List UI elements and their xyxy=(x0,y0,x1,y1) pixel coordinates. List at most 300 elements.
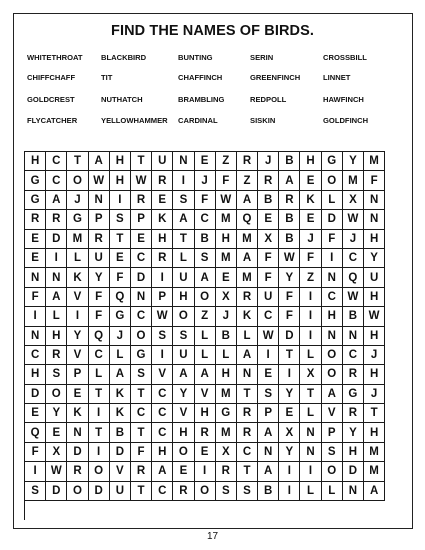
grid-cell: W xyxy=(131,171,152,190)
grid-cell: N xyxy=(237,365,258,384)
grid-cell: I xyxy=(300,462,321,481)
grid-cell: R xyxy=(89,230,110,249)
grid-cell: T xyxy=(131,152,152,171)
grid-cell: R xyxy=(173,482,194,501)
word-blackbird: BLACKBIRD xyxy=(101,53,147,62)
grid-cell: I xyxy=(322,249,343,268)
grid-cell: Y xyxy=(279,443,300,462)
grid-cell: V xyxy=(322,404,343,423)
grid-cell: A xyxy=(322,385,343,404)
grid-cell: P xyxy=(258,404,279,423)
grid-cell: N xyxy=(364,191,385,210)
grid-cell: E xyxy=(25,249,46,268)
grid-cell: T xyxy=(131,423,152,442)
letter-grid xyxy=(24,151,385,520)
word-chaffinch: CHAFFINCH xyxy=(178,73,223,82)
grid-cell: H xyxy=(364,327,385,346)
grid-cell: M xyxy=(216,385,237,404)
grid-cell: Y xyxy=(364,249,385,268)
word-greenfinch: GREENFINCH xyxy=(250,73,301,82)
grid-cell: R xyxy=(195,423,216,442)
grid-cell: A xyxy=(237,249,258,268)
grid-cell: I xyxy=(258,346,279,365)
grid-cell: L xyxy=(89,365,110,384)
grid-cell: A xyxy=(279,171,300,190)
grid-cell: F xyxy=(279,307,300,326)
grid-cell: U xyxy=(258,288,279,307)
grid-cell: J xyxy=(216,307,237,326)
grid-cell: O xyxy=(322,171,343,190)
grid-cell: F xyxy=(300,249,321,268)
grid-cell: I xyxy=(25,307,46,326)
grid-cell: O xyxy=(195,288,216,307)
grid-cell: C xyxy=(25,346,46,365)
grid-cell: R xyxy=(46,346,67,365)
grid-cell: Z xyxy=(300,268,321,287)
grid-cell: E xyxy=(46,423,67,442)
grid-cell: Y xyxy=(173,385,194,404)
grid-cell: N xyxy=(322,268,343,287)
grid-cell: L xyxy=(322,191,343,210)
grid-cell: K xyxy=(67,404,88,423)
grid-cell: L xyxy=(300,482,321,501)
grid-cell: R xyxy=(152,171,173,190)
grid-cell: O xyxy=(46,385,67,404)
grid-cell: U xyxy=(364,268,385,287)
grid-cell: A xyxy=(237,346,258,365)
grid-cell: K xyxy=(110,404,131,423)
grid-cell: I xyxy=(110,191,131,210)
grid-cell: I xyxy=(67,307,88,326)
grid-cell: C xyxy=(46,152,67,171)
grid-cell: F xyxy=(258,268,279,287)
grid-cell: I xyxy=(89,404,110,423)
grid-cell: O xyxy=(322,462,343,481)
grid-cell: C xyxy=(89,346,110,365)
grid-cell: E xyxy=(258,210,279,229)
grid-cell: L xyxy=(322,482,343,501)
grid-cell: Y xyxy=(343,152,364,171)
grid-cell: D xyxy=(343,462,364,481)
grid-cell: N xyxy=(46,268,67,287)
grid-cell: A xyxy=(46,191,67,210)
grid-cell: X xyxy=(343,191,364,210)
grid-cell: X xyxy=(46,443,67,462)
word-serin: SERIN xyxy=(250,53,274,62)
grid-cell: I xyxy=(300,327,321,346)
grid-cell: X xyxy=(258,230,279,249)
grid-cell: A xyxy=(46,288,67,307)
grid-cell: E xyxy=(173,462,194,481)
grid-cell: S xyxy=(25,482,46,501)
grid-cell: I xyxy=(279,462,300,481)
grid-cell: L xyxy=(195,346,216,365)
grid-cell: K xyxy=(300,191,321,210)
grid-cell: S xyxy=(237,482,258,501)
grid-cell: N xyxy=(300,443,321,462)
grid-cell: O xyxy=(67,171,88,190)
grid-cell: E xyxy=(195,443,216,462)
grid-cell: V xyxy=(173,404,194,423)
grid-cell: J xyxy=(67,191,88,210)
grid-cell: H xyxy=(364,230,385,249)
grid-cell: Q xyxy=(25,423,46,442)
grid-cell: H xyxy=(216,230,237,249)
grid-cell: W xyxy=(343,288,364,307)
grid-cell: H xyxy=(300,152,321,171)
grid-cell: D xyxy=(131,268,152,287)
grid-cell: T xyxy=(89,385,110,404)
grid-cell: S xyxy=(258,385,279,404)
grid-cell: W xyxy=(89,171,110,190)
grid-cell: S xyxy=(46,365,67,384)
grid-cell: D xyxy=(322,210,343,229)
grid-cell: L xyxy=(110,346,131,365)
grid-cell: D xyxy=(46,230,67,249)
page-number: 17 xyxy=(206,531,219,542)
grid-cell: L xyxy=(195,327,216,346)
grid-cell: M xyxy=(216,210,237,229)
grid-cell: O xyxy=(131,327,152,346)
grid-cell: H xyxy=(110,171,131,190)
grid-cell: C xyxy=(343,249,364,268)
grid-cell: Y xyxy=(46,404,67,423)
grid-cell: F xyxy=(279,288,300,307)
grid-cell: D xyxy=(89,482,110,501)
grid-cell: N xyxy=(89,191,110,210)
grid-cell: C xyxy=(131,249,152,268)
grid-cell: X xyxy=(216,443,237,462)
grid-cell: Y xyxy=(279,268,300,287)
grid-cell: B xyxy=(258,482,279,501)
grid-cell: C xyxy=(131,307,152,326)
grid-cell: U xyxy=(110,482,131,501)
grid-cell: R xyxy=(343,404,364,423)
grid-cell: H xyxy=(25,152,46,171)
grid-cell: E xyxy=(152,191,173,210)
grid-cell: S xyxy=(322,443,343,462)
grid-cell: R xyxy=(67,462,88,481)
grid-cell: O xyxy=(322,365,343,384)
grid-cell: Y xyxy=(279,385,300,404)
grid-cell: U xyxy=(89,249,110,268)
grid-cell: H xyxy=(322,307,343,326)
grid-cell: B xyxy=(195,230,216,249)
grid-cell: K xyxy=(110,385,131,404)
grid-cell: H xyxy=(152,443,173,462)
grid-cell: O xyxy=(322,346,343,365)
grid-cell: P xyxy=(131,210,152,229)
grid-cell: S xyxy=(195,249,216,268)
grid-cell: I xyxy=(300,288,321,307)
grid-cell: B xyxy=(279,152,300,171)
grid-cell: H xyxy=(364,365,385,384)
grid-cell: R xyxy=(279,191,300,210)
grid-cell: R xyxy=(237,288,258,307)
word-flycatcher: FLYCATCHER xyxy=(27,116,78,125)
grid-cell: D xyxy=(67,443,88,462)
grid-cell: N xyxy=(25,327,46,346)
grid-cell: F xyxy=(110,268,131,287)
grid-cell: K xyxy=(152,210,173,229)
grid-cell: P xyxy=(152,288,173,307)
grid-cell: B xyxy=(279,230,300,249)
grid-cell: T xyxy=(364,404,385,423)
grid-cell: J xyxy=(258,152,279,171)
grid-cell: I xyxy=(46,249,67,268)
grid-cell: B xyxy=(258,191,279,210)
grid-cell: J xyxy=(364,385,385,404)
grid-cell: L xyxy=(46,307,67,326)
grid-cell: E xyxy=(216,268,237,287)
grid-cell: V xyxy=(67,346,88,365)
grid-cell: C xyxy=(322,288,343,307)
grid-cell: L xyxy=(216,346,237,365)
grid-cell: S xyxy=(152,327,173,346)
word-hawfinch: HAWFINCH xyxy=(323,95,364,104)
grid-cell: H xyxy=(343,443,364,462)
grid-cell: I xyxy=(25,462,46,481)
grid-cell: F xyxy=(89,307,110,326)
grid-cell: T xyxy=(237,462,258,481)
grid-cell: C xyxy=(46,171,67,190)
grid-cell: M xyxy=(237,230,258,249)
grid-cell: X xyxy=(279,423,300,442)
grid-cell: G xyxy=(322,152,343,171)
grid-cell: G xyxy=(25,191,46,210)
grid-cell: L xyxy=(237,327,258,346)
word-linnet: LINNET xyxy=(323,73,351,82)
grid-cell: M xyxy=(216,249,237,268)
grid-cell: H xyxy=(173,288,194,307)
grid-cell: I xyxy=(279,365,300,384)
grid-cell: B xyxy=(279,210,300,229)
grid-cell: R xyxy=(237,423,258,442)
word-cardinal: CARDINAL xyxy=(178,116,218,125)
grid-cell: O xyxy=(173,443,194,462)
grid-cell: F xyxy=(195,191,216,210)
grid-cell: H xyxy=(195,404,216,423)
grid-cell: L xyxy=(173,249,194,268)
grid-cell: C xyxy=(258,307,279,326)
grid-cell: N xyxy=(364,210,385,229)
grid-cell: E xyxy=(300,210,321,229)
grid-cell: C xyxy=(152,482,173,501)
grid-cell: Q xyxy=(237,210,258,229)
grid-cell: H xyxy=(364,288,385,307)
grid-cell: I xyxy=(195,462,216,481)
grid-cell: I xyxy=(300,307,321,326)
grid-cell: C xyxy=(343,346,364,365)
grid-cell: U xyxy=(173,346,194,365)
grid-cell: J xyxy=(364,346,385,365)
grid-cell: E xyxy=(110,249,131,268)
word-nuthatch: NUTHATCH xyxy=(101,95,143,104)
grid-cell: P xyxy=(89,210,110,229)
grid-cell: W xyxy=(343,210,364,229)
grid-cell: Z xyxy=(195,307,216,326)
grid-cell: M xyxy=(364,462,385,481)
grid-cell: W xyxy=(258,327,279,346)
grid-cell: M xyxy=(343,171,364,190)
grid-cell: M xyxy=(237,268,258,287)
grid-cell: N xyxy=(343,482,364,501)
grid-cell: E xyxy=(25,404,46,423)
grid-cell: C xyxy=(131,404,152,423)
grid-cell: F xyxy=(89,288,110,307)
grid-cell: E xyxy=(131,230,152,249)
grid-cell: S xyxy=(173,327,194,346)
grid-cell: F xyxy=(364,171,385,190)
grid-cell: N xyxy=(67,423,88,442)
grid-cell: N xyxy=(343,327,364,346)
grid-cell: C xyxy=(152,423,173,442)
grid-cell: N xyxy=(258,443,279,462)
grid-cell: M xyxy=(216,423,237,442)
grid-cell: P xyxy=(322,423,343,442)
grid-cell: L xyxy=(300,404,321,423)
puzzle-title: FIND THE NAMES OF BIRDS. xyxy=(111,23,314,39)
grid-cell: D xyxy=(279,327,300,346)
word-bunting: BUNTING xyxy=(178,53,213,62)
grid-cell: K xyxy=(237,307,258,326)
grid-cell: T xyxy=(67,152,88,171)
grid-cell: W xyxy=(152,307,173,326)
grid-cell: H xyxy=(152,230,173,249)
grid-cell: D xyxy=(46,482,67,501)
grid-cell: R xyxy=(46,210,67,229)
grid-cell: O xyxy=(89,462,110,481)
grid-cell: Z xyxy=(216,152,237,171)
grid-cell: C xyxy=(195,210,216,229)
grid-cell: U xyxy=(152,152,173,171)
grid-cell: O xyxy=(67,482,88,501)
grid-cell: B xyxy=(110,423,131,442)
grid-cell: H xyxy=(364,423,385,442)
grid-cell: R xyxy=(216,462,237,481)
grid-cell: V xyxy=(110,462,131,481)
grid-cell: A xyxy=(89,152,110,171)
grid-cell: N xyxy=(173,152,194,171)
grid-cell: C xyxy=(237,443,258,462)
grid-cell: V xyxy=(152,365,173,384)
grid-cell: C xyxy=(152,385,173,404)
grid-cell: Z xyxy=(237,171,258,190)
grid-cell: W xyxy=(364,307,385,326)
word-crossbill: CROSSBILL xyxy=(323,53,367,62)
grid-cell: R xyxy=(237,404,258,423)
grid-cell: G xyxy=(67,210,88,229)
grid-cell: T xyxy=(131,482,152,501)
grid-cell: N xyxy=(322,327,343,346)
grid-cell: I xyxy=(152,268,173,287)
grid-cell: A xyxy=(237,191,258,210)
grid-cell: W xyxy=(216,191,237,210)
grid-cell: Y xyxy=(67,327,88,346)
grid-cell: I xyxy=(89,443,110,462)
grid-cell: F xyxy=(25,288,46,307)
grid-cell: C xyxy=(152,404,173,423)
word-whitethroat: WHITETHROAT xyxy=(27,53,83,62)
grid-cell: L xyxy=(300,346,321,365)
grid-cell: R xyxy=(237,152,258,171)
grid-cell: R xyxy=(25,210,46,229)
grid-cell: E xyxy=(67,385,88,404)
grid-cell: F xyxy=(25,443,46,462)
grid-cell: J xyxy=(110,327,131,346)
grid-cell: T xyxy=(89,423,110,442)
grid-cell: S xyxy=(216,482,237,501)
grid-cell: H xyxy=(173,423,194,442)
grid-cell: W xyxy=(46,462,67,481)
grid-cell: N xyxy=(25,268,46,287)
grid-cell: S xyxy=(173,191,194,210)
grid-cell: Q xyxy=(110,288,131,307)
grid-cell: T xyxy=(237,385,258,404)
grid-cell: X xyxy=(216,288,237,307)
grid-cell: O xyxy=(173,307,194,326)
grid-cell: G xyxy=(216,404,237,423)
grid-cell: J xyxy=(300,230,321,249)
grid-cell: T xyxy=(131,385,152,404)
grid-cell: G xyxy=(110,307,131,326)
grid-cell: A xyxy=(152,462,173,481)
grid-cell: V xyxy=(67,288,88,307)
word-chiffchaff: CHIFFCHAFF xyxy=(27,73,76,82)
grid-cell: M xyxy=(67,230,88,249)
word-tit: TIT xyxy=(101,73,113,82)
grid-cell: T xyxy=(110,230,131,249)
word-goldcrest: GOLDCREST xyxy=(27,95,75,104)
grid-cell: Q xyxy=(89,327,110,346)
word-goldfinch: GOLDFINCH xyxy=(323,116,369,125)
grid-cell: T xyxy=(173,230,194,249)
grid-cell: F xyxy=(216,171,237,190)
grid-cell: P xyxy=(67,365,88,384)
grid-cell: R xyxy=(152,249,173,268)
grid-cell: K xyxy=(67,268,88,287)
grid-cell: G xyxy=(25,171,46,190)
grid-cell: B xyxy=(216,327,237,346)
word-redpoll: REDPOLL xyxy=(250,95,287,104)
grid-cell: D xyxy=(110,443,131,462)
grid-cell: A xyxy=(195,365,216,384)
grid-cell: T xyxy=(300,385,321,404)
grid-cell: M xyxy=(364,152,385,171)
grid-cell: F xyxy=(131,443,152,462)
grid-cell: A xyxy=(258,462,279,481)
grid-cell: B xyxy=(343,307,364,326)
grid-cell: S xyxy=(131,365,152,384)
grid-cell: A xyxy=(364,482,385,501)
grid-cell: O xyxy=(195,482,216,501)
grid-cell: H xyxy=(216,365,237,384)
grid-cell: J xyxy=(195,171,216,190)
grid-cell: E xyxy=(279,404,300,423)
grid-cell: J xyxy=(343,230,364,249)
word-siskin: SISKIN xyxy=(250,116,276,125)
grid-cell: N xyxy=(300,423,321,442)
word-brambling: BRAMBLING xyxy=(178,95,225,104)
grid-cell: D xyxy=(25,385,46,404)
grid-cell: N xyxy=(131,288,152,307)
grid-cell: R xyxy=(258,171,279,190)
grid-cell: L xyxy=(67,249,88,268)
grid-cell: I xyxy=(152,346,173,365)
grid-cell: A xyxy=(173,365,194,384)
word-yellowhammer: YELLOWHAMMER xyxy=(101,116,168,125)
grid-cell: E xyxy=(258,365,279,384)
